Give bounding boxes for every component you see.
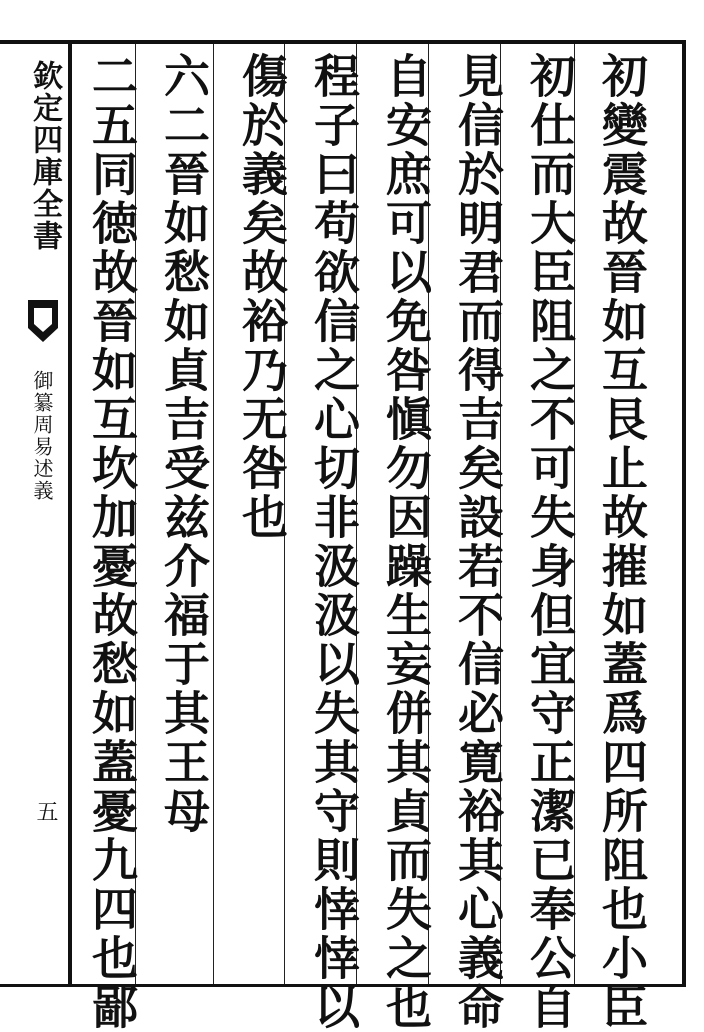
- text-column-3: 見信於明君而得吉矣設若不信必寛裕其心義命: [451, 52, 505, 1032]
- text-column-2: 初仕而大臣阻之不可失身但宜守正潔已奉公自: [523, 52, 577, 1032]
- text-column-8: 二五同徳故晉如互坎加憂故愁如蓋憂九四也鄙: [85, 52, 139, 1032]
- book-series-title: 欽定四庫全書: [27, 60, 62, 252]
- top-border: [0, 40, 686, 44]
- text-column-7: 六二晉如愁如貞吉受兹介福于其王母: [157, 52, 211, 836]
- fishtail-mark-icon: [26, 298, 60, 344]
- right-border: [682, 40, 686, 987]
- page-number: 五: [33, 800, 58, 822]
- text-column-6: 傷於義矣故裕乃无咎也: [235, 52, 289, 542]
- text-column-1: 初變震故晉如互艮止故摧如蓋爲四所阻也小臣: [595, 52, 649, 1032]
- text-column-5: 程子曰苟欲信之心切非汲汲以失其守則悻悻以: [307, 52, 361, 1032]
- book-title: 御纂周易述義: [30, 370, 54, 502]
- text-column-4: 自安庶可以免咎愼勿因躁生妄併其貞而失之也: [379, 52, 433, 1032]
- left-border: [68, 40, 72, 987]
